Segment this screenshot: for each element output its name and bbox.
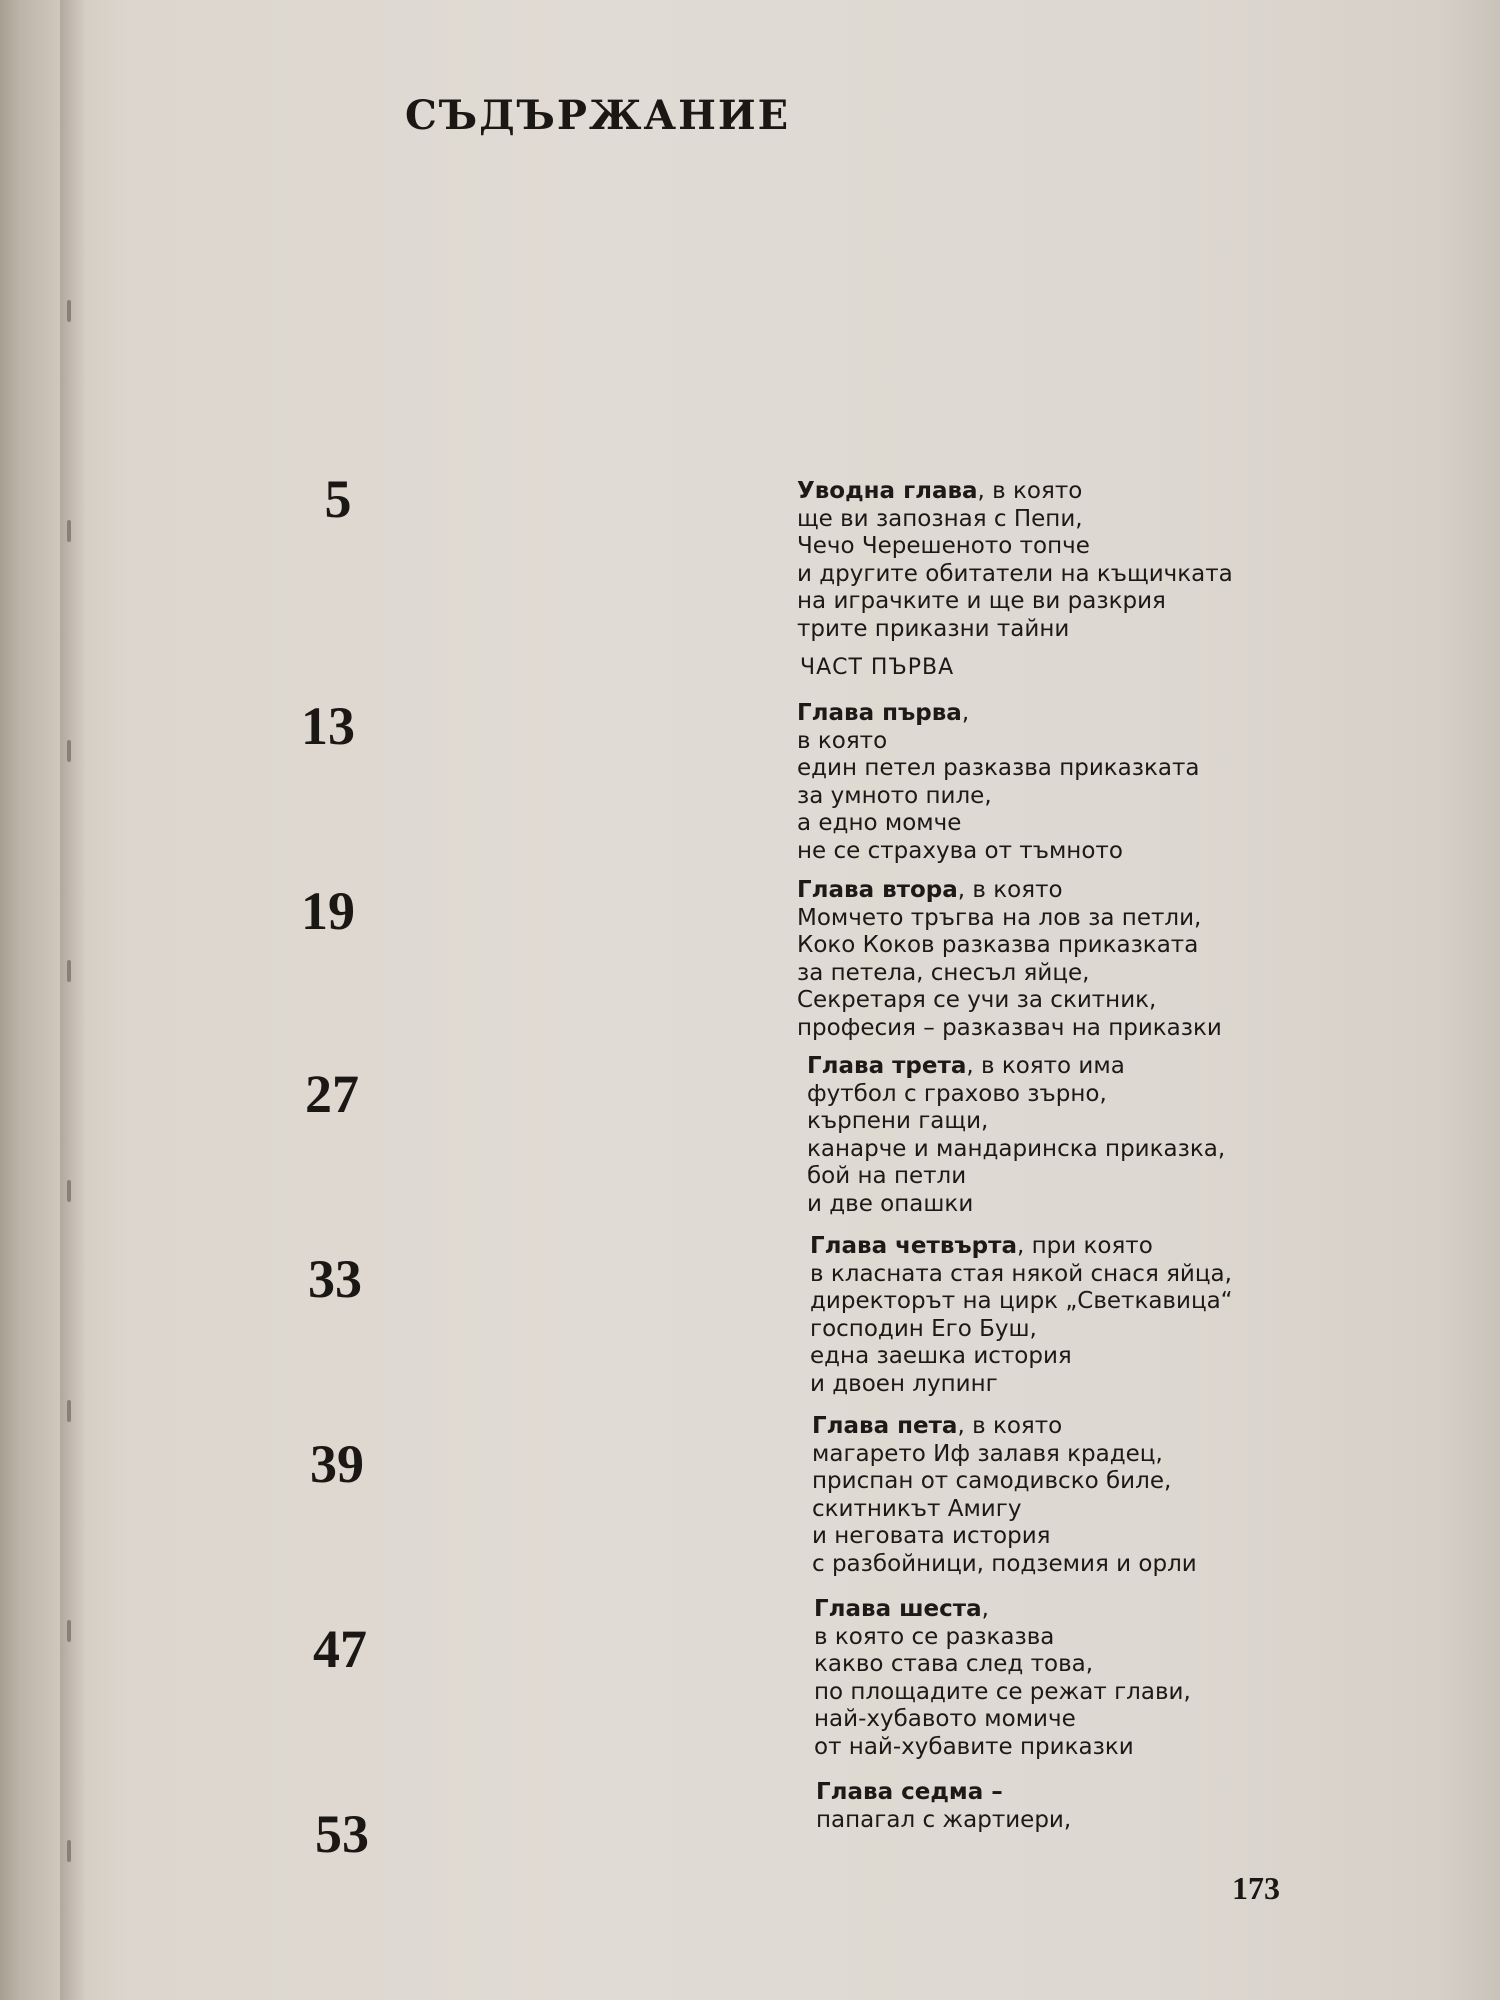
toc-entry-head: Глава седма – [816, 1779, 1003, 1805]
toc-line: скитникът Амигу [812, 1495, 1022, 1522]
binding-stitch [67, 520, 71, 542]
binding-stitch [67, 300, 71, 322]
toc-line: Глава втора, в която [797, 877, 1063, 903]
toc-line: и две опашки [807, 1190, 974, 1217]
toc-line: и двоен лупинг [810, 1370, 998, 1397]
toc-entry-head: Глава втора [797, 877, 958, 903]
toc-page-number: 39 [310, 1434, 364, 1494]
toc-line: а едно момче [797, 810, 962, 836]
toc-entry-head: Глава първа [797, 700, 962, 726]
toc-line: Чечо Черешеното топче [797, 533, 1090, 559]
toc-line: Глава трета, в която има [807, 1053, 1125, 1079]
toc-line: и другите обитатели на къщичката [797, 560, 1233, 587]
toc-line: от най-хубавите приказки [814, 1733, 1134, 1760]
toc-line: господин Его Буш, [810, 1315, 1037, 1342]
toc-entry [797, 478, 1417, 643]
binding-stitch [67, 740, 71, 762]
toc-entry-head: Глава пета [812, 1413, 958, 1439]
toc-line: най-хубавото момиче [814, 1706, 1076, 1732]
binding-stitch [67, 1400, 71, 1422]
toc-line: професия – разказвач на приказки [797, 1014, 1222, 1041]
toc-line: папагал с жартиери, [816, 1806, 1072, 1833]
part-label: ЧАСТ ПЪРВА [800, 655, 955, 680]
toc-line: и неговата история [812, 1523, 1051, 1549]
toc-line: за умното пиле, [797, 782, 992, 809]
page-title: СЪДЪРЖАНИЕ [405, 92, 791, 139]
toc-line: Момчето тръгва на лов за петли, [797, 904, 1202, 931]
toc-entry-head: Глава шеста [814, 1596, 982, 1622]
toc-line: една заешка история [810, 1343, 1072, 1369]
toc-line: не се страхува от тъмното [797, 837, 1123, 864]
toc-line: Глава първа, [797, 700, 970, 726]
page-binding-shadow [60, 0, 86, 2000]
toc-line: бой на петли [807, 1163, 967, 1189]
toc-line [816, 1779, 1436, 1807]
toc-page-number: 33 [308, 1249, 362, 1309]
toc-line: за петела, снесъл яйце, [797, 959, 1090, 986]
toc-page-number: 5 [324, 469, 352, 529]
toc-entry-head: Глава четвърта [810, 1233, 1017, 1259]
toc-entry-head: Уводна глава [797, 478, 978, 504]
toc-line: кърпени гащи, [807, 1108, 989, 1134]
toc-line: ще ви запозная с Пепи, [797, 505, 1083, 532]
toc-line: Глава четвърта, при която [810, 1233, 1153, 1259]
toc-line: в която [797, 727, 888, 754]
toc-line: Глава пета, в която [812, 1413, 1063, 1439]
toc-line: какво става след това, [814, 1651, 1094, 1677]
toc-entry-head: Глава трета [807, 1053, 967, 1079]
toc-line: канарче и мандаринска приказка, [807, 1135, 1226, 1162]
toc-entry [814, 1596, 1434, 1761]
toc-page-number: 53 [315, 1804, 369, 1864]
toc-line: с разбойници, подземия и орли [812, 1550, 1197, 1577]
toc-entry [807, 1053, 1427, 1218]
toc-line: трите приказни тайни [797, 615, 1070, 642]
toc-page-number: 47 [313, 1619, 367, 1679]
binding-stitch [67, 1620, 71, 1642]
toc-entry [797, 877, 1417, 1042]
toc-line: Уводна глава, в която [797, 478, 1083, 504]
toc-entry [797, 700, 1417, 865]
toc-line: директорът на цирк „Светкавица“ [810, 1288, 1233, 1314]
toc-page-number: 27 [305, 1064, 359, 1124]
toc-line: футбол с грахово зърно, [807, 1080, 1107, 1107]
toc-page-number: 13 [301, 696, 355, 756]
page-folio-number: 173 [1232, 1870, 1280, 1906]
toc-line: магарето Иф залавя крадец, [812, 1440, 1163, 1467]
toc-line: на играчките и ще ви разкрия [797, 588, 1166, 614]
binding-stitch [67, 960, 71, 982]
toc-line: един петел разказва приказката [797, 755, 1200, 781]
toc-entry [816, 1779, 1436, 1834]
toc-line: по площадите се режат глави, [814, 1678, 1191, 1705]
toc-line: в класната стая някой снася яйца, [810, 1260, 1232, 1287]
toc-line: в която се разказва [814, 1623, 1055, 1650]
toc-line: Секретаря се учи за скитник, [797, 987, 1157, 1013]
toc-page-number: 19 [301, 881, 355, 941]
binding-stitch [67, 1180, 71, 1202]
toc-line: Коко Коков разказва приказката [797, 932, 1199, 958]
toc-entry [810, 1233, 1430, 1398]
binding-stitch [67, 1840, 71, 1862]
toc-entry [812, 1413, 1432, 1578]
toc-line: приспан от самодивско биле, [812, 1468, 1172, 1494]
toc-line: Глава шеста, [814, 1596, 989, 1622]
